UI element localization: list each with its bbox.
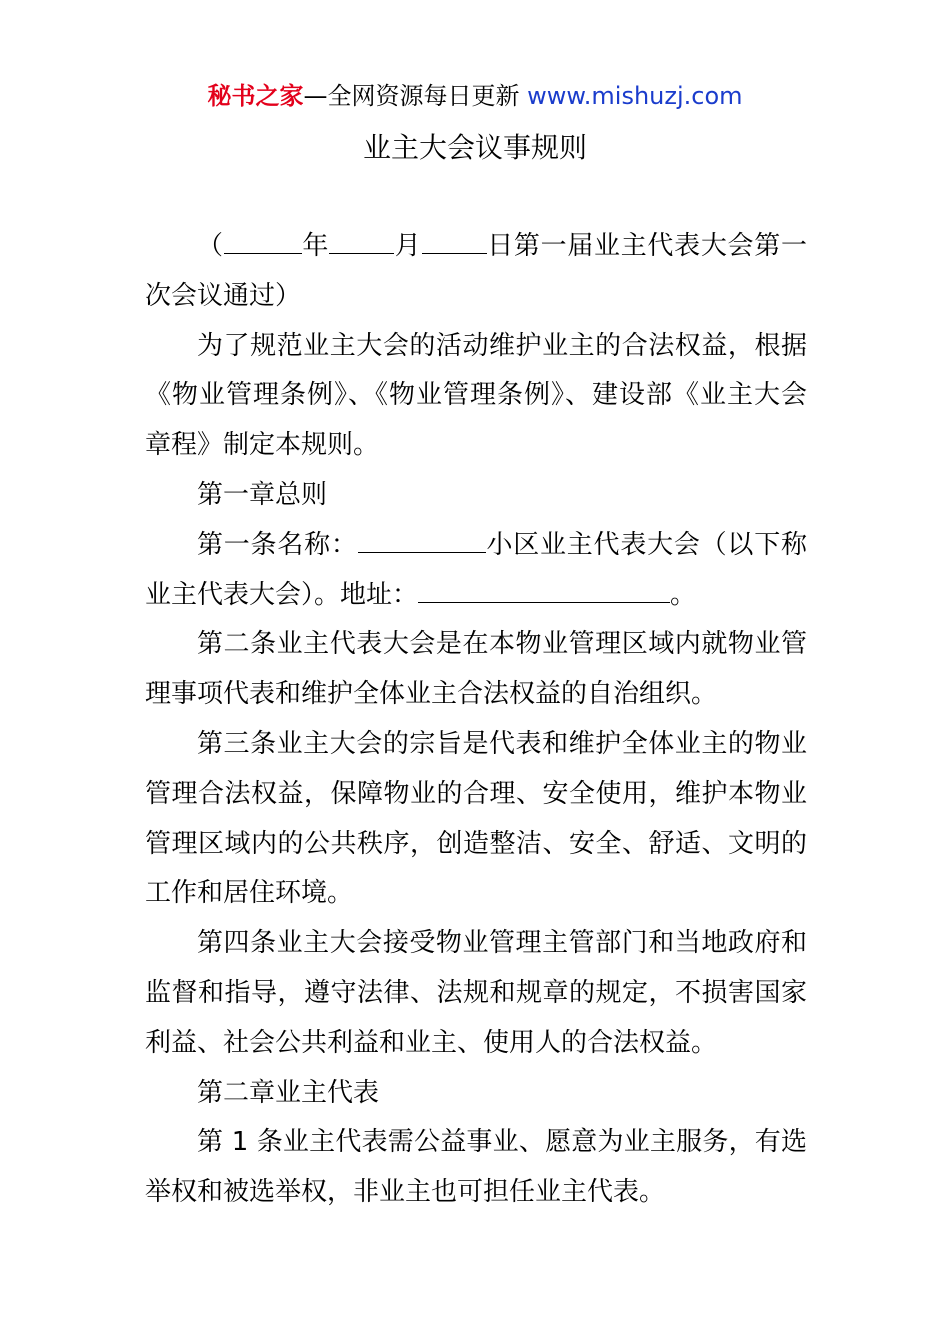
- chapter-heading-2: 第二章业主代表: [197, 1077, 380, 1108]
- header-tagline: —全网资源每日更新: [303, 82, 520, 110]
- intro-paragraph: 为了规范业主大会的活动维护业主的合法权益，根据《物业管理条例》、《物业管理条例》、建设部《业主大会章程》制定本规则。: [145, 330, 807, 461]
- month-blank: [329, 231, 394, 254]
- article-2: 第二条业主代表大会是在本物业管理区域内就物业管理事项代表和维护全体业主合法权益的自治组织。: [145, 629, 807, 710]
- adoption-year-label: 年: [301, 231, 330, 261]
- site-url-link[interactable]: www.mishuzj.com: [527, 82, 743, 110]
- adoption-open: （: [197, 231, 224, 261]
- community-name-blank: [358, 530, 486, 553]
- chapter-heading-1: 第一章总则: [197, 479, 328, 510]
- brand-name: 秘书之家: [207, 82, 304, 110]
- article-1-mid: 小区业主代表大会（以下称业主代表大会）。地址：: [145, 529, 807, 610]
- adoption-month-label: 月: [394, 231, 422, 261]
- article-4: 第四条业主大会接受物业管理主管部门和当地政府和监督和指导，遵守法律、法规和规章的规定，不损害国家利益、社会公共利益和业主、使用人的合法权益。: [145, 928, 807, 1058]
- article-1-end: 。: [670, 579, 697, 610]
- address-blank: [418, 580, 670, 603]
- document-title: 业主大会议事规则: [362, 131, 587, 164]
- year-blank: [224, 231, 302, 254]
- site-header: [0, 80, 950, 112]
- document-body: [145, 222, 807, 1218]
- article-1-prefix: 第一条名称：: [197, 529, 358, 560]
- adoption-note: [145, 222, 807, 322]
- adoption-day-text: 日第一届业主代表大会第一次会议通过）: [145, 231, 807, 311]
- article-3: 第三条业主大会的宗旨是代表和维护全体业主的物业管理合法权益，保障物业的合理、安全使用，维护本物业管理区域内的公共秩序，创造整洁、安全、舒适、文明的工作和居住环境。: [145, 728, 807, 909]
- article-c2-1: 第 1 条业主代表需公益事业、愿意为业主服务，有选举权和被选举权，非业主也可担任业主代表。: [145, 1127, 807, 1208]
- day-blank: [422, 231, 487, 254]
- article-1: [145, 521, 807, 621]
